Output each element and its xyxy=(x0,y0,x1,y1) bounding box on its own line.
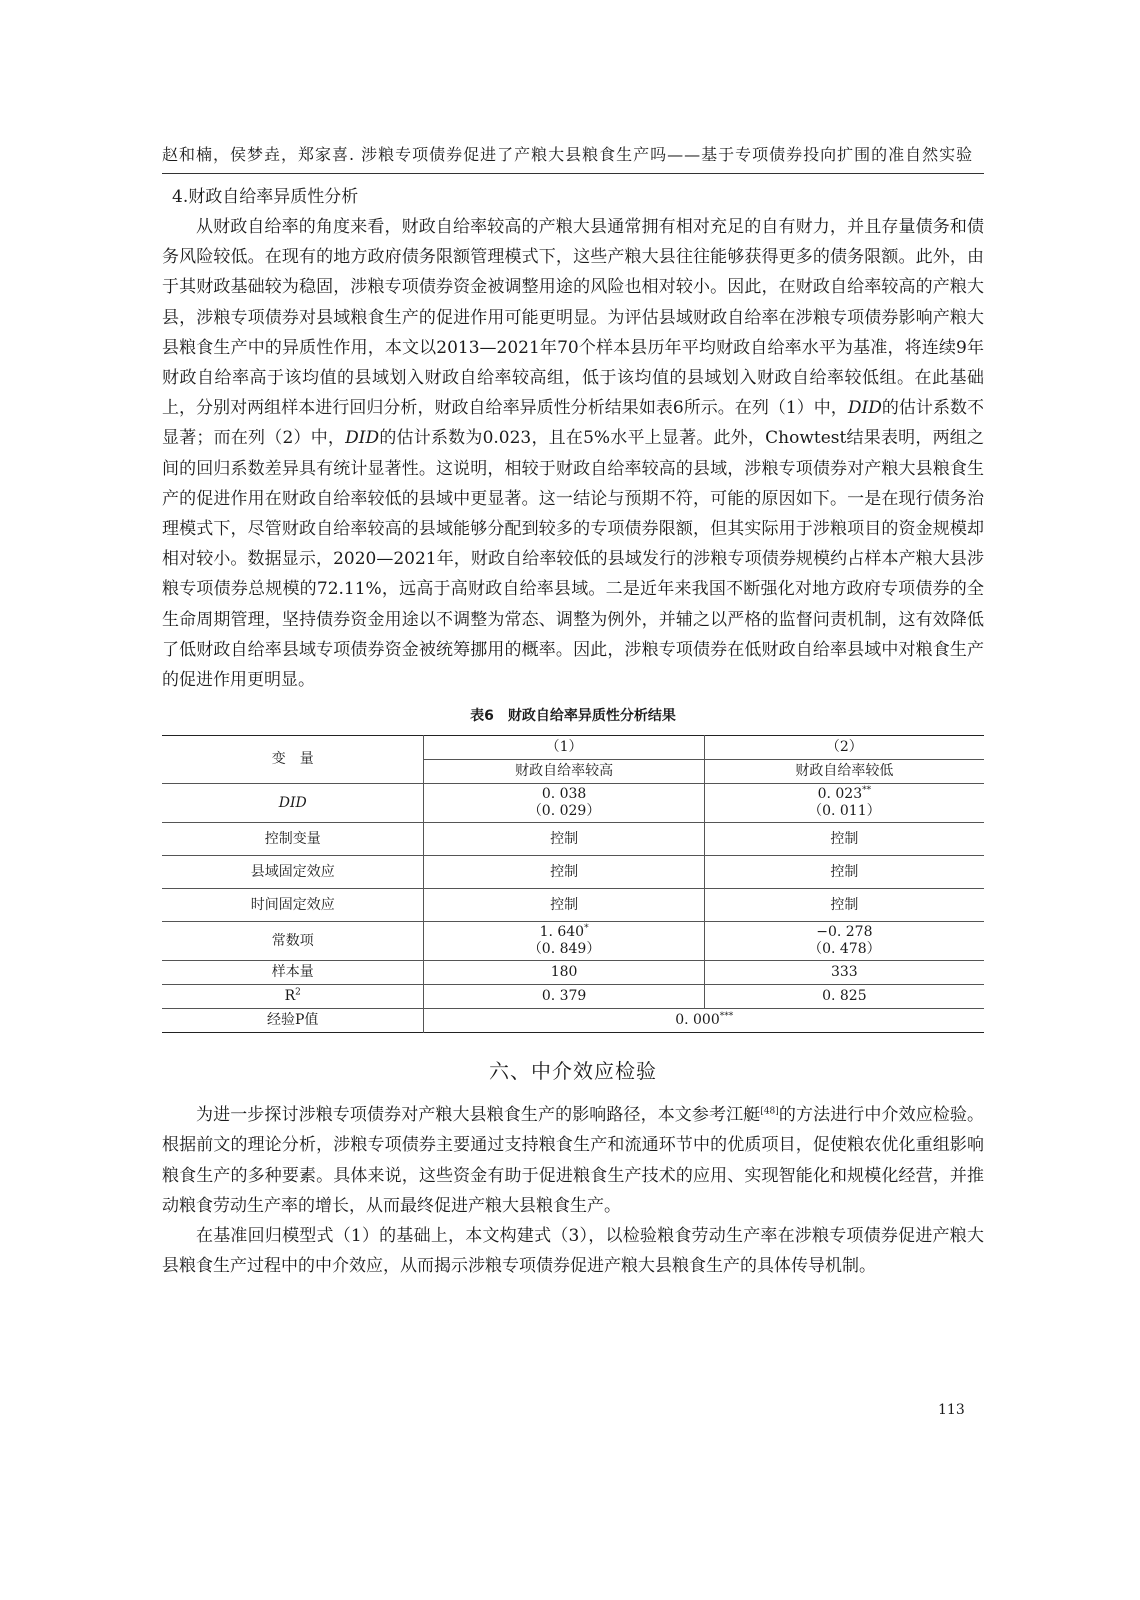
table-cell xyxy=(424,922,704,961)
row-label: DID xyxy=(162,784,424,823)
paragraph-text: 的估计系数为0.023，且在5%水平上显著。此外，Chowtest结果表明，两组之间的回归系数差异具有统计显著性。这说明，相较于财政自给率较高的县域，涉粮专项债券对产粮大县粮食生产的促进作用在财政自给率较低的县域中更显著。这一结论与预期不符，可能的原因如下。一是在现行债务治理模式下，尽管财政自给率较高的县域能够分配到较多的专项债券限额，但其实际用于涉粮项目的资金规模却相对较小。数据显示，2020—2021年，财政自给率较低的县域发行的涉粮专项债券规模约占样本产粮大县涉粮专项债券总规模的72.11%，远高于高财政自给率县域。二是近年来我国不断强化对地方政府专项债券的全生命周期管理，坚持债券资金用途以不调整为常态、调整为例外，并辅之以严格的监督问责机制，这有效降低了低财政自给率县域专项债券资金被统筹挪用的概率。因此，涉粮专项债券在低财政自给率县域中对粮食生产的促进作用更明显。 xyxy=(162,428,984,691)
column-name-2: 财政自给率较低 xyxy=(704,760,984,784)
did-term: DID xyxy=(345,428,380,449)
significance-stars: ** xyxy=(862,785,872,796)
column-number-1: （1） xyxy=(424,736,704,760)
page-number: 113 xyxy=(938,1402,965,1418)
paragraph-text: 的方法进行中介效应检验。根据前文的理论分析，涉粮专项债券主要通过支持粮食生产和流通环节中的优质项目，促使粮农优化重组影响粮食生产的多种要素。具体来说，这些资金有助于促进粮食生产技术的应用、实现智能化和规模化经营，并推动粮食劳动生产率的增长，从而最终促进产粮大县粮食生产。 xyxy=(162,1105,985,1216)
table-cell xyxy=(704,922,984,961)
table-row-time-fe xyxy=(162,889,984,922)
column-number-2: （2） xyxy=(704,736,984,760)
significance-stars: *** xyxy=(719,1011,734,1022)
coefficient-wrap xyxy=(428,924,699,941)
table-cell: 0. 379 xyxy=(424,985,704,1009)
running-head: 赵和楠，侯梦垚，郑家喜. 涉粮专项债券促进了产粮大县粮食生产吗——基于专项债券投向扩围的准自然实验 xyxy=(162,142,984,174)
table-cell: 180 xyxy=(424,961,704,985)
results-table xyxy=(162,735,984,1033)
table-cell: 333 xyxy=(704,961,984,985)
did-term: DID xyxy=(847,398,882,419)
paragraph-mediation-model: 在基准回归模型式（1）的基础上，本文构建式（3），以检验粮食劳动生产率在涉粮专项债券促进产粮大县粮食生产过程中的中介效应，从而揭示涉粮专项债券促进产粮大县粮食生产的具体传导机制。 xyxy=(162,1226,984,1277)
row-label: 经验P值 xyxy=(162,1009,424,1033)
page-content xyxy=(162,142,984,1281)
standard-error: （0. 011） xyxy=(808,803,881,820)
row-label: 常数项 xyxy=(162,922,424,961)
section-title: 六、中介效应检验 xyxy=(489,1059,657,1084)
citation: [48] xyxy=(760,1106,779,1117)
table-cell xyxy=(424,1009,984,1033)
p-value: 0. 000 xyxy=(675,1012,720,1029)
table-cell: 0. 825 xyxy=(704,985,984,1009)
coefficient: 1. 640 xyxy=(539,924,585,941)
paragraph-mediation-intro xyxy=(162,1100,984,1221)
paragraph-fiscal-self-sufficiency xyxy=(162,212,984,695)
row-label: 时间固定效应 xyxy=(162,889,424,922)
variable-header: 变 量 xyxy=(162,736,424,784)
table-caption: 表6 财政自给率异质性分析结果 xyxy=(470,708,676,725)
table-cell: 控制 xyxy=(424,856,704,889)
r-squared-symbol: R xyxy=(284,988,296,1005)
table-row-controls xyxy=(162,823,984,856)
standard-error: （0. 029） xyxy=(527,803,601,820)
table-row-r-squared xyxy=(162,985,984,1009)
table-cell: 控制 xyxy=(704,856,984,889)
standard-error: （0. 478） xyxy=(808,941,881,958)
standard-error: （0. 849） xyxy=(527,941,601,958)
row-label: 县域固定效应 xyxy=(162,856,424,889)
table-row-sample-size xyxy=(162,961,984,985)
table-row-p-value xyxy=(162,1009,984,1033)
paragraph-text: 从财政自给率的角度来看，财政自给率较高的产粮大县通常拥有相对充足的自有财力，并且存量债务和债务风险较低。在现有的地方政府债务限额管理模式下，这些产粮大县往往能够获得更多的债务限额。此外，由于其财政基础较为稳固，涉粮专项债券资金被调整用途的风险也相对较小。因此，在财政自给率较高的产粮大县，涉粮专项债券对县域粮食生产的促进作用可能更明显。为评估县域财政自给率在涉粮专项债券影响产粮大县粮食生产中的异质性作用，本文以2013—2021年70个样本县历年平均财政自给率水平为基准，将连续9年财政自给率高于该均值的县域划入财政自给率较高组，低于该均值的县域划入财政自给率较低组。在此基础上，分别对两组样本进行回归分析，财政自给率异质性分析结果如表6所示。在列（1）中， xyxy=(162,217,984,419)
coefficient: 0. 023 xyxy=(817,786,863,803)
row-label: 样本量 xyxy=(162,961,424,985)
table-cell: 控制 xyxy=(424,889,704,922)
table-row-county-fe xyxy=(162,856,984,889)
subsection-heading: 4.财政自给率异质性分析 xyxy=(172,187,359,207)
column-name-1: 财政自给率较高 xyxy=(424,760,704,784)
coefficient-wrap xyxy=(709,786,980,803)
coefficient: −0. 278 xyxy=(816,924,873,941)
row-label xyxy=(162,985,424,1009)
coefficient: 0. 038 xyxy=(541,786,587,803)
significance-stars: * xyxy=(584,923,589,934)
table-row-did xyxy=(162,784,984,823)
table-cell xyxy=(424,784,704,823)
paragraph-text: 为进一步探讨涉粮专项债券对产粮大县粮食生产的影响路径，本文参考江艇 xyxy=(196,1105,761,1126)
table-cell: 控制 xyxy=(424,823,704,856)
row-label: 控制变量 xyxy=(162,823,424,856)
table-row-constant xyxy=(162,922,984,961)
table-cell: 控制 xyxy=(704,823,984,856)
superscript: 2 xyxy=(295,987,301,998)
table-cell xyxy=(704,784,984,823)
table-cell: 控制 xyxy=(704,889,984,922)
paragraph-text: 的估计系数不显著；而在列（2）中， xyxy=(162,398,985,449)
